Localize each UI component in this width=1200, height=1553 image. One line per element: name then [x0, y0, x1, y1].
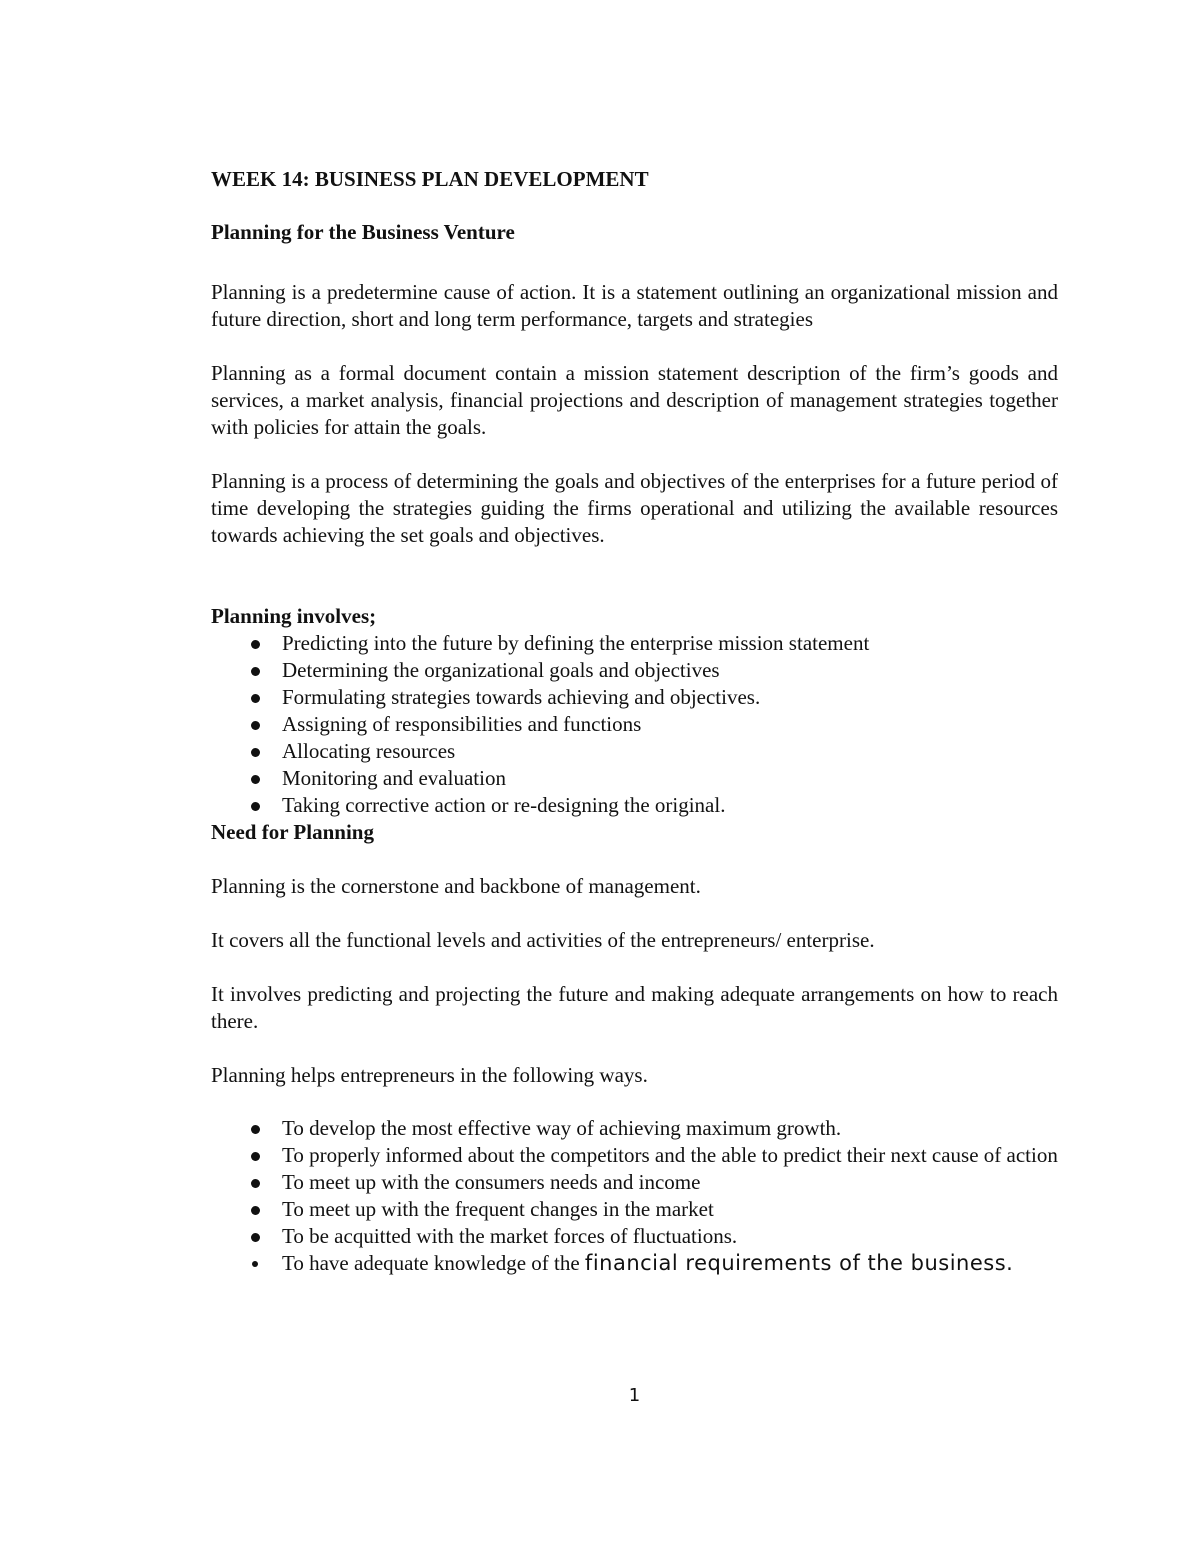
list-item-text: Formulating strategies towards achieving and objectives. — [282, 685, 761, 709]
paragraph: Planning as a formal document contain a mission statement description of the firm’s goods and services, a market analysis, financial projections and description of management strategies together with policies for attain the goals. — [211, 361, 1058, 439]
bullet-icon — [251, 694, 260, 703]
list-item — [211, 657, 1058, 684]
paragraph: Planning helps entrepreneurs in the following ways. — [211, 1063, 648, 1087]
bullet-icon — [251, 1125, 260, 1134]
bullet-icon — [252, 1261, 258, 1267]
list-item-text: Determining the organizational goals and objectives — [282, 658, 720, 682]
list-item-text: To meet up with the consumers needs and income — [282, 1170, 701, 1194]
bullet-icon — [251, 1206, 260, 1215]
list-item-text: To properly informed about the competitors and the able to predict their next cause of action — [282, 1143, 1058, 1167]
paragraph: Planning is the cornerstone and backbone of management. — [211, 874, 701, 898]
list-item — [211, 630, 1058, 657]
list-item-text: Monitoring and evaluation — [282, 766, 506, 790]
planning-helps-list — [211, 1115, 1058, 1277]
list-item — [211, 1115, 1058, 1142]
section-heading-planning-venture: Planning for the Business Venture — [211, 220, 515, 244]
list-item-text: To be acquitted with the market forces of fluctuations. — [282, 1224, 738, 1248]
bullet-icon — [251, 667, 260, 676]
bullet-icon — [251, 1233, 260, 1242]
bullet-icon — [251, 748, 260, 757]
section-heading-planning-involves: Planning involves; — [211, 604, 377, 628]
document-title: WEEK 14: BUSINESS PLAN DEVELOPMENT — [211, 167, 649, 191]
paragraph: It covers all the functional levels and activities of the entrepreneurs/ enterprise. — [211, 928, 875, 952]
list-item — [211, 711, 1058, 738]
paragraph: Planning is a process of determining the goals and objectives of the enterprises for a future period of time developing the strategies guiding the firms operational and utilizing the available resources towards achieving the set goals and objectives. — [211, 469, 1058, 547]
paragraph: Planning is a predetermine cause of action. It is a statement outlining an organizational mission and future direction, short and long term performance, targets and strategies — [211, 280, 1058, 331]
bullet-icon — [251, 775, 260, 784]
list-item-text: Assigning of responsibilities and functions — [282, 712, 642, 736]
list-item — [211, 738, 1058, 765]
list-item — [211, 792, 1058, 819]
list-item — [211, 1196, 1058, 1223]
paragraph: It involves predicting and projecting the future and making adequate arrangements on how to reach there. — [211, 982, 1058, 1033]
list-item-text: To develop the most effective way of achieving maximum growth. — [282, 1116, 842, 1140]
bullet-icon — [251, 640, 260, 649]
list-item-text: To have adequate knowledge of the — [282, 1251, 580, 1275]
list-item — [211, 1223, 1058, 1250]
page-number: 1 — [628, 1385, 641, 1406]
list-item — [211, 1142, 1058, 1169]
bullet-icon — [251, 1179, 260, 1188]
bullet-icon — [251, 802, 260, 811]
list-item — [211, 1250, 1058, 1277]
planning-involves-list — [211, 630, 1058, 819]
list-item-text-sans: financial requirements of the business. — [584, 1251, 1014, 1275]
bullet-icon — [251, 721, 260, 730]
list-item-text: To meet up with the frequent changes in the market — [282, 1197, 714, 1221]
list-item — [211, 765, 1058, 792]
list-item-text: Allocating resources — [282, 739, 456, 763]
list-item — [211, 1169, 1058, 1196]
list-item-text: Predicting into the future by defining the enterprise mission statement — [282, 631, 870, 655]
document-body — [211, 166, 1058, 1277]
list-item-text: Taking corrective action or re-designing the original. — [282, 793, 726, 817]
list-item — [211, 684, 1058, 711]
section-heading-need-for-planning: Need for Planning — [211, 820, 374, 844]
bullet-icon — [251, 1152, 260, 1161]
